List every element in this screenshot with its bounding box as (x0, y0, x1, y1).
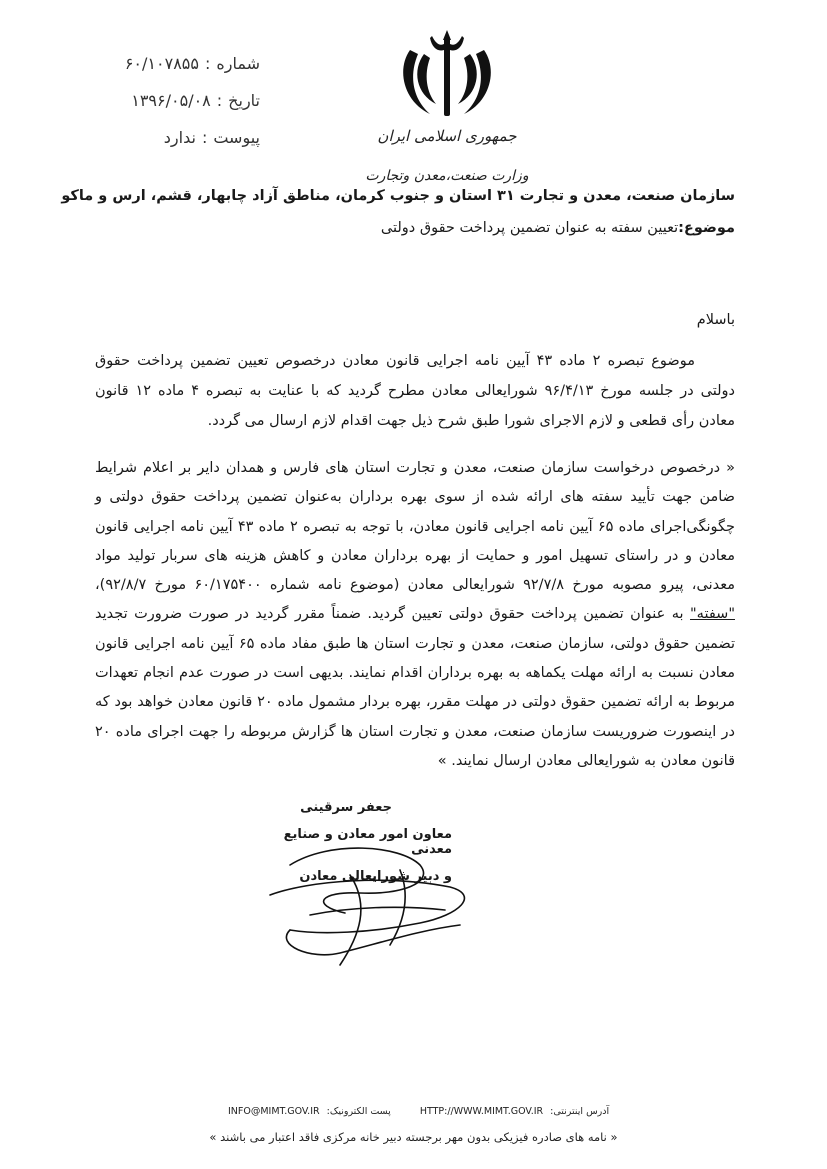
underlined-term: "سفته" (690, 606, 735, 623)
number-row: شماره:۶۰/۱۰۷۸۵۵ (124, 54, 260, 73)
attachment-value: ندارد (163, 128, 196, 147)
date-value: ۱۳۹۶/۰۵/۰۸ (131, 91, 211, 110)
subject-text: تعیین سفته به عنوان تضمین پرداخت حقوق دولتی (380, 220, 679, 236)
footer-contact (228, 1106, 648, 1117)
footer-note: « نامه های صادره فیزیکی بدون مهر برجسته دبیر خانه مرکزی فاقد اعتبار می باشند » (209, 1130, 618, 1144)
number-label: شماره (216, 54, 260, 73)
subject-label: موضوع: (678, 220, 735, 236)
signer-title: معاون امور معادن و صنایع معدنی (283, 827, 452, 857)
handwritten-signature (250, 835, 490, 975)
attachment-row: پیوست:ندارد (163, 128, 260, 147)
signer-name: جعفر سرقینی (300, 800, 392, 815)
emblem (365, 30, 529, 184)
paragraph-2-part-1: « درخصوص درخواست سازمان صنعت، معدن و تجارت استان های فارس و همدان دایر بر اعلام شرایط ضامن جهت تأیید سفته های ارائه شده از سوی بهره برداران به‌عنوان تضمین پرداخت حقوق دولتی و چگونگی‌اجرای ماده ۶۵ آیین نامه اجرایی قانون معادن، با توجه به تبصره ۲ ماده ۴۳ آیین نامه اجرایی قانون معادن و در راستای تسهیل امور و حمایت از بهره برداران معادن و کاهش هزینه های سربار تولید مواد معدنی، پیرو مصوبه مورخ ۹۲/۷/۸ شورایعالی معادن (موضوع نامه شماره ۶۰/۱۷۵۴۰۰ مورخ ۹۲/۸/۷)، (95, 460, 735, 594)
greeting: باسلام (696, 312, 735, 328)
body-paragraph-1: موضوع تبصره ۲ ماده ۴۳ آیین نامه اجرایی قانون معادن درخصوص تعیین تضمین پرداخت حقوق دولتی در جلسه مورخ ۹۶/۴/۱۳ شورایعالی معادن مطرح گردید که با عنایت به تبصره ۴ ماده ۱۲ قانون معادن رأی قطعی و لازم الاجرای شورا طبق شرح ذیل جهت اقدام لازم ارسال می گردد. (95, 353, 735, 429)
signer-title-secondary: و دبیر شورایعالی معادن (299, 869, 452, 884)
reference-block (60, 45, 260, 156)
footer-website-label: :آدرس اینترنتی (550, 1106, 610, 1117)
date-label: تاریخ (228, 91, 260, 110)
footer-email: INFO@MIMT.GOV.IR (228, 1106, 320, 1117)
emblem-country-text: جمهوری اسلامی ایران (377, 127, 517, 145)
subject-line (75, 220, 735, 236)
number-value: ۶۰/۱۰۷۸۵۵ (124, 54, 199, 73)
paragraph-2-part-2: به عنوان تضمین پرداخت حقوق دولتی تعیین گردید. ضمناً مقرر گردید در صورت ضرورت تجدید تضمین حقوق دولتی، سازمان صنعت، معدن و تجارت استان ها طبق مفاد ماده ۶۵ آیین نامه اجرایی قانون معادن نسبت به ارائه مهلت یکماهه به بهره برداران اقدام نمایند. بدیهی است در صورت عدم انجام تعهدات مربوط به ارائه تضمین حقوق دولتی در مهلت مقرر، بهره بردار مشمول ماده ۲۰ قانون معادن خواهد بود که در اینصورت ضروریست سازمان صنعت، معدن و تجارت استان ها گزارش مربوطه را جهت اجرای ماده ۲۰ قانون معادن به شورایعالی معادن ارسال نمایند. » (95, 606, 735, 769)
recipient: سازمان صنعت، معدن و تجارت ۳۱ استان و جنوب کرمان، مناطق آزاد چابهار، قشم، ارس و ماکو (61, 188, 735, 204)
body-paragraph-2 (95, 454, 735, 776)
footer-email-label: :پست الکترونیک (326, 1106, 391, 1117)
attachment-label: پیوست (213, 128, 260, 147)
emblem-ministry-text: وزارت صنعت،معدن وتجارت (365, 168, 529, 184)
date-row: تاریخ:۱۳۹۶/۰۵/۰۸ (131, 91, 260, 110)
iran-emblem-icon (400, 30, 494, 122)
footer-website: HTTP://WWW.MIMT.GOV.IR (419, 1106, 544, 1117)
